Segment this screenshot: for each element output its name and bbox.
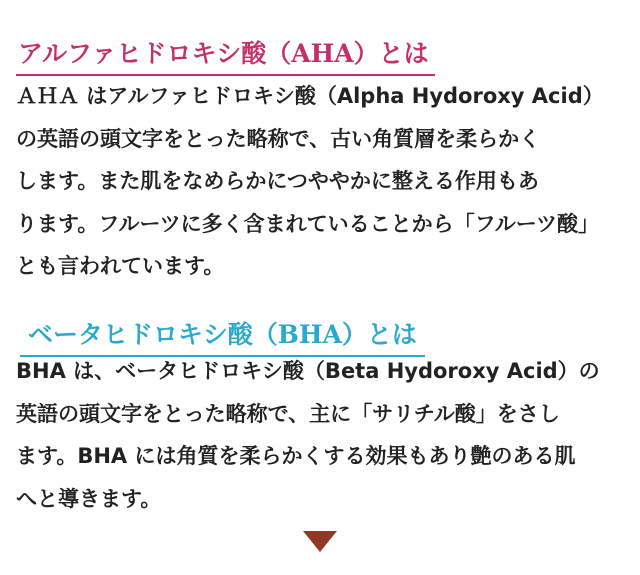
bha-line: BHA は、ベータヒドロキシ酸（Beta Hydoroxy Acid）の [16, 359, 600, 383]
bha-description [16, 350, 628, 520]
aha-line: ＡＨＡ はアルファヒドロキシ酸（Alpha Hydoroxy Acid） [16, 84, 604, 108]
aha-line: の英語の頭文字をとった略称で、古い角質層を柔らかく [16, 126, 541, 151]
bha-heading: ベータヒドロキシ酸（BHA）とは [20, 318, 425, 357]
aha-line: します。また肌をなめらかにつややかに整える作用もあ [16, 169, 539, 193]
bha-line: ます。BHA には角質を柔らかくする効果もあり艶のある肌 [16, 444, 576, 468]
bha-line: 英語の頭文字をとった略称で、主に「サリチル酸」をさし [16, 401, 560, 426]
aha-line: ります。フルーツに多く含まれていることから「フルーツ酸」 [16, 211, 599, 236]
aha-description [16, 75, 628, 288]
aha-heading: アルファヒドロキシ酸（AHA）とは [16, 37, 435, 76]
bha-line: へと導きます。 [16, 486, 162, 511]
down-triangle-icon [303, 531, 337, 552]
aha-line: とも言われています。 [16, 254, 225, 278]
